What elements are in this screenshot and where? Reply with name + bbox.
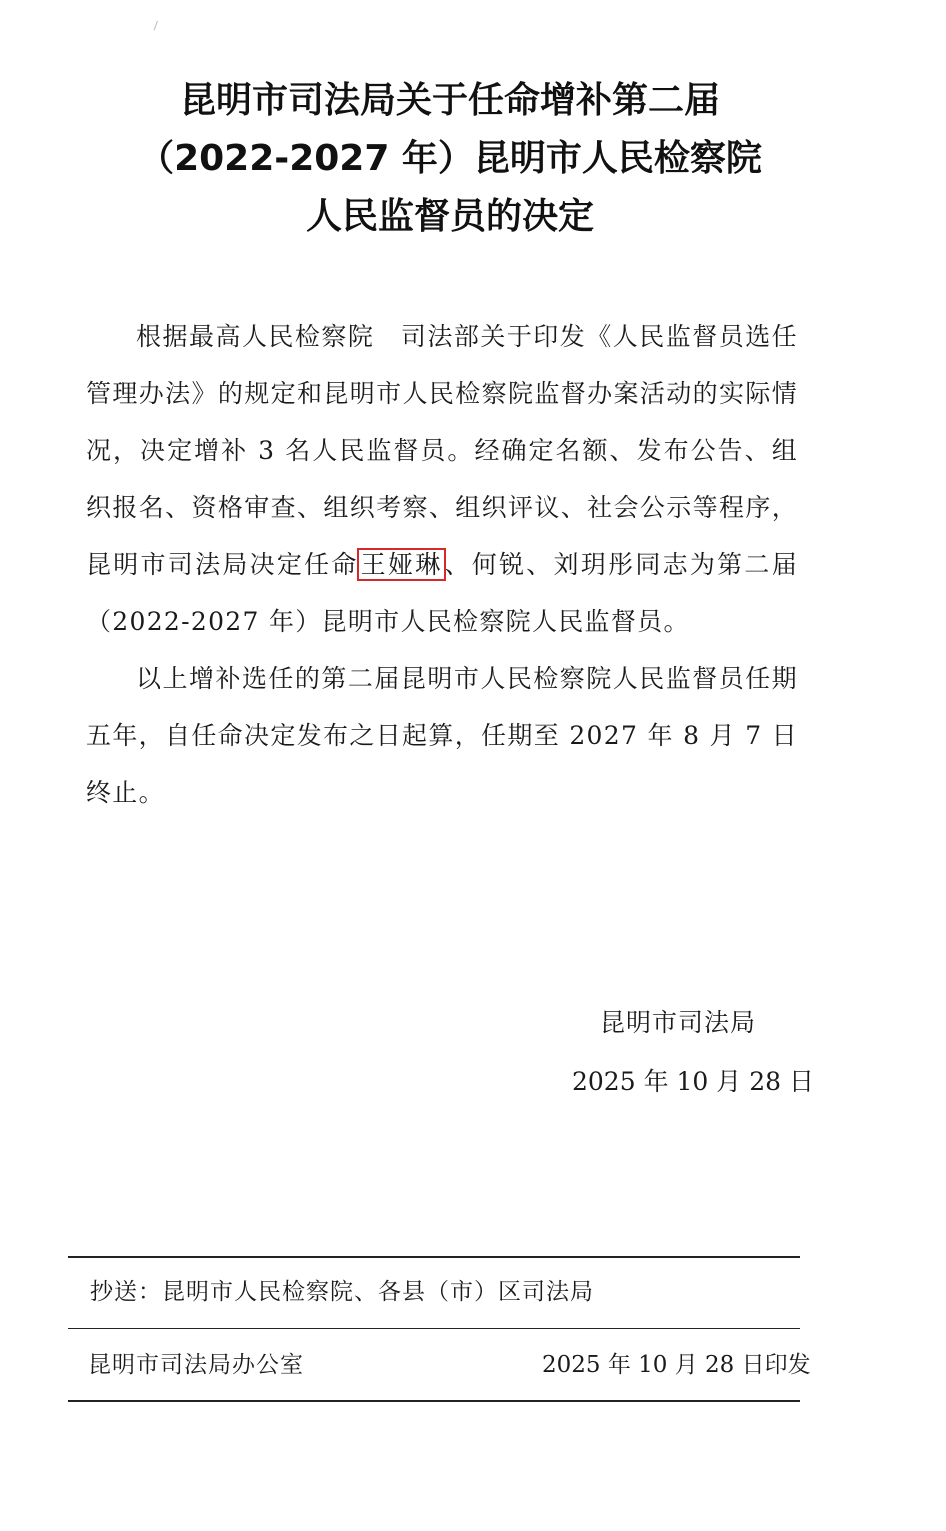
paragraph-appointment <box>86 308 798 650</box>
footer-rule-middle <box>68 1328 800 1329</box>
title-line-1: 昆明市司法局关于任命增补第二届 <box>179 80 720 121</box>
title-line-3: 人民监督员的决定 <box>305 196 594 237</box>
document-title <box>70 72 830 246</box>
signature-organization: 昆明市司法局 <box>600 1008 757 1037</box>
cc-line: 抄送：昆明市人民检察院、各县（市）区司法局 <box>90 1279 594 1305</box>
paragraph-term: 以上增补选任的第二届昆明市人民检察院人民监督员任期五年，自任命决定发布之日起算，任期至 2027 年 8 月 7 日终止。 <box>86 664 798 807</box>
paragraph-1-text-after: 、何锐、刘玥彤同志为第二届（2022-2027 年）昆明市人民检察院人民监督员。 <box>86 550 798 636</box>
issue-date: 2025 年 10 月 28 日印发 <box>542 1352 811 1378</box>
title-line-2: （2022-2027 年）昆明市人民检察院 <box>138 138 762 179</box>
issuing-office: 昆明市司法局办公室 <box>88 1352 304 1378</box>
paragraph-1-text-before: 根据最高人民检察院 司法部关于印发《人民监督员选任管理办法》的规定和昆明市人民检察院监督办案活动的实际情况，决定增补 3 名人民监督员。经确定名额、发布公告、组织报名、资格审查、组织考察、组织评议、社会公示等程序，昆明市司法局决定任命 <box>86 322 798 579</box>
signature-date: 2025 年 10 月 28 日 <box>572 1067 814 1096</box>
highlighted-name: 王娅琳 <box>360 550 443 579</box>
footer-rule-top <box>68 1256 800 1258</box>
footer-rule-bottom <box>68 1400 800 1402</box>
document-body <box>86 308 798 821</box>
scan-speck <box>154 21 166 33</box>
